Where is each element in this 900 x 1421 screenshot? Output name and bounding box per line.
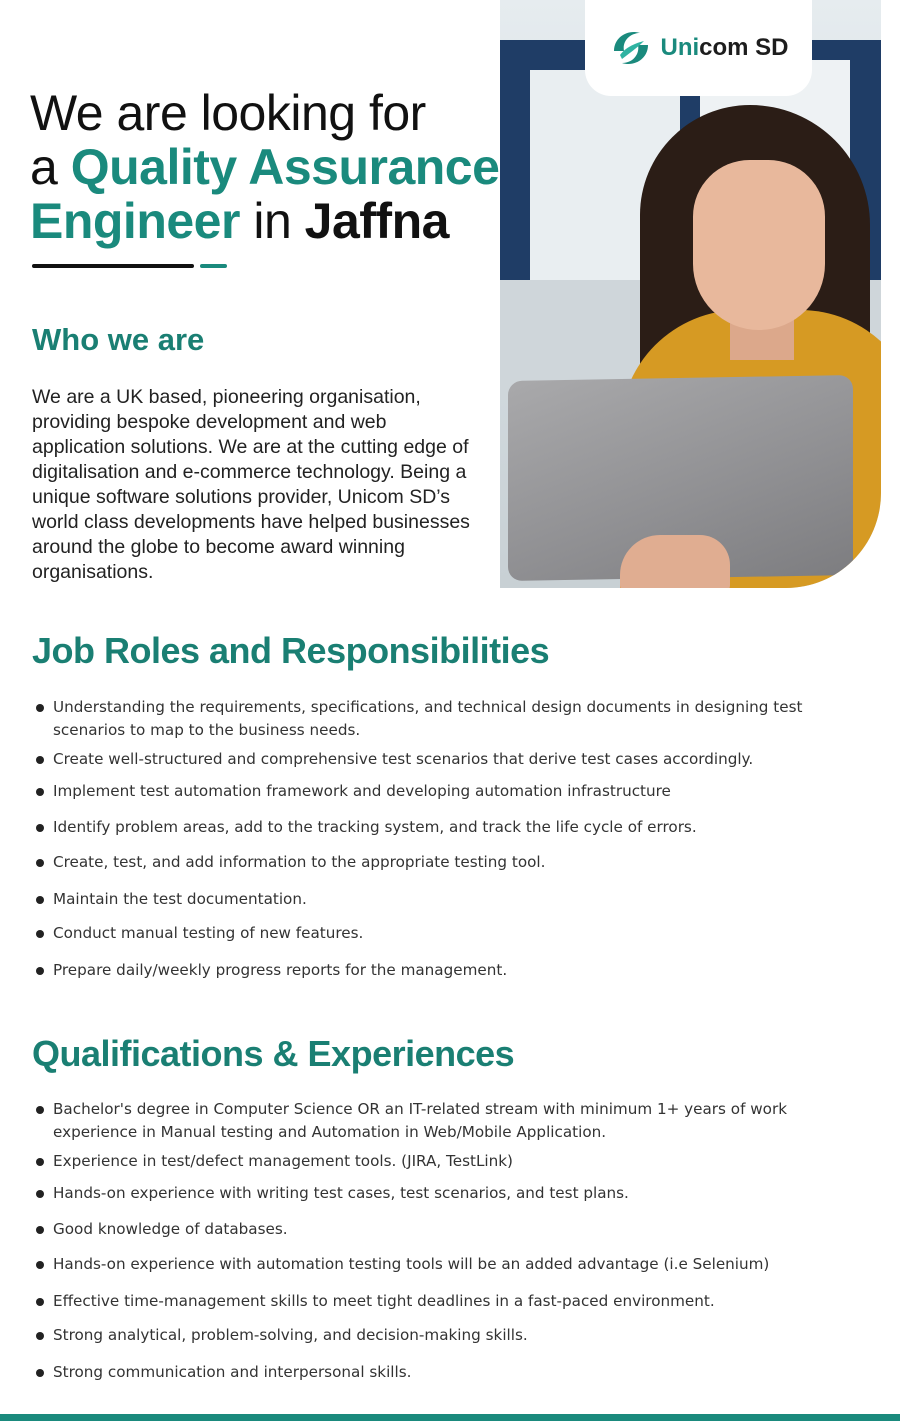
list-item <box>36 780 873 803</box>
logo-wordmark <box>660 34 788 62</box>
headline-prefix: a <box>30 139 71 195</box>
photo-person-hand <box>620 535 730 588</box>
footer-accent-bar <box>0 1414 900 1421</box>
list-item <box>36 696 873 742</box>
list-item-text: Strong analytical, problem-solving, and decision-making skills. <box>53 1326 528 1344</box>
job-roles-title: Job Roles and Responsibilities <box>32 630 550 671</box>
who-we-are-body: We are a UK based, pioneering organisation, providing bespoke development and web application solutions. We are at the cutting edge of digitalisation and e-commerce technology. Being a unique software solutions provider, Unicom SD’s world class developments have helped businesses around the globe to become award winning organisations. <box>32 386 470 583</box>
list-item <box>36 1324 873 1347</box>
list-item <box>36 888 873 911</box>
list-item <box>36 748 873 771</box>
list-item-text: Create, test, and add information to the appropriate testing tool. <box>53 853 546 871</box>
bullet-icon <box>36 859 44 867</box>
list-item <box>36 1218 873 1241</box>
bullet-icon <box>36 896 44 904</box>
logo-wordmark-dark: com SD <box>699 34 789 61</box>
list-item-text: Understanding the requirements, specifications, and technical design documents in designing test scenarios to map to the business needs. <box>53 698 803 739</box>
headline-line1: We are looking for <box>30 85 426 141</box>
photo-person-face <box>693 160 825 330</box>
bullet-icon <box>36 1106 44 1114</box>
logo-wordmark-teal: Uni <box>660 34 700 61</box>
list-item <box>36 922 873 945</box>
bullet-icon <box>36 1190 44 1198</box>
unicom-swirl-icon <box>608 25 654 71</box>
list-item-text: Effective time-management skills to meet tight deadlines in a fast-paced environment. <box>53 1292 715 1310</box>
list-item-text: Conduct manual testing of new features. <box>53 924 364 942</box>
qualifications-title: Qualifications & Experiences <box>32 1033 515 1074</box>
bullet-icon <box>36 1261 44 1269</box>
list-item-text: Create well-structured and comprehensive test scenarios that derive test cases accordingly. <box>53 750 754 768</box>
list-item <box>36 816 873 839</box>
headline-connector: in <box>239 193 305 249</box>
headline-role-part1: Quality Assurance <box>70 139 500 195</box>
list-item-text: Prepare daily/weekly progress reports for the management. <box>53 961 508 979</box>
list-item-text: Hands-on experience with automation testing tools will be an added advantage (i.e Selenium) <box>53 1255 770 1273</box>
headline-role-part2: Engineer <box>30 193 240 249</box>
list-item <box>36 1253 873 1276</box>
list-item <box>36 1361 873 1384</box>
list-item <box>36 851 873 874</box>
list-item-text: Hands-on experience with writing test cases, test scenarios, and test plans. <box>53 1184 629 1202</box>
list-item <box>36 1150 873 1173</box>
page-headline <box>30 86 500 248</box>
list-item <box>36 1290 873 1313</box>
list-item-text: Maintain the test documentation. <box>53 890 307 908</box>
bullet-icon <box>36 930 44 938</box>
list-item-text: Good knowledge of databases. <box>53 1220 288 1238</box>
list-item <box>36 1098 873 1144</box>
list-item-text: Strong communication and interpersonal skills. <box>53 1363 412 1381</box>
bullet-icon <box>36 756 44 764</box>
list-item-text: Implement test automation framework and developing automation infrastructure <box>53 782 671 800</box>
bullet-icon <box>36 824 44 832</box>
bullet-icon <box>36 788 44 796</box>
list-item-text: Bachelor's degree in Computer Science OR an IT-related stream with minimum 1+ years of work experience in Manual testing and Automation in Web/Mobile Application. <box>53 1100 788 1141</box>
headline-accent-underline <box>200 264 227 268</box>
company-logo <box>585 0 812 96</box>
bullet-icon <box>36 967 44 975</box>
list-item-text: Experience in test/defect management tools. (JIRA, TestLink) <box>53 1152 513 1170</box>
bullet-icon <box>36 1332 44 1340</box>
bullet-icon <box>36 1369 44 1377</box>
list-item <box>36 1182 873 1205</box>
list-item-text: Identify problem areas, add to the tracking system, and track the life cycle of errors. <box>53 818 697 836</box>
list-item <box>36 959 873 982</box>
headline-underline <box>32 264 194 268</box>
who-we-are-title: Who we are <box>32 322 205 357</box>
bullet-icon <box>36 1158 44 1166</box>
bullet-icon <box>36 1298 44 1306</box>
headline-location: Jaffna <box>304 193 449 249</box>
bullet-icon <box>36 1226 44 1234</box>
bullet-icon <box>36 704 44 712</box>
